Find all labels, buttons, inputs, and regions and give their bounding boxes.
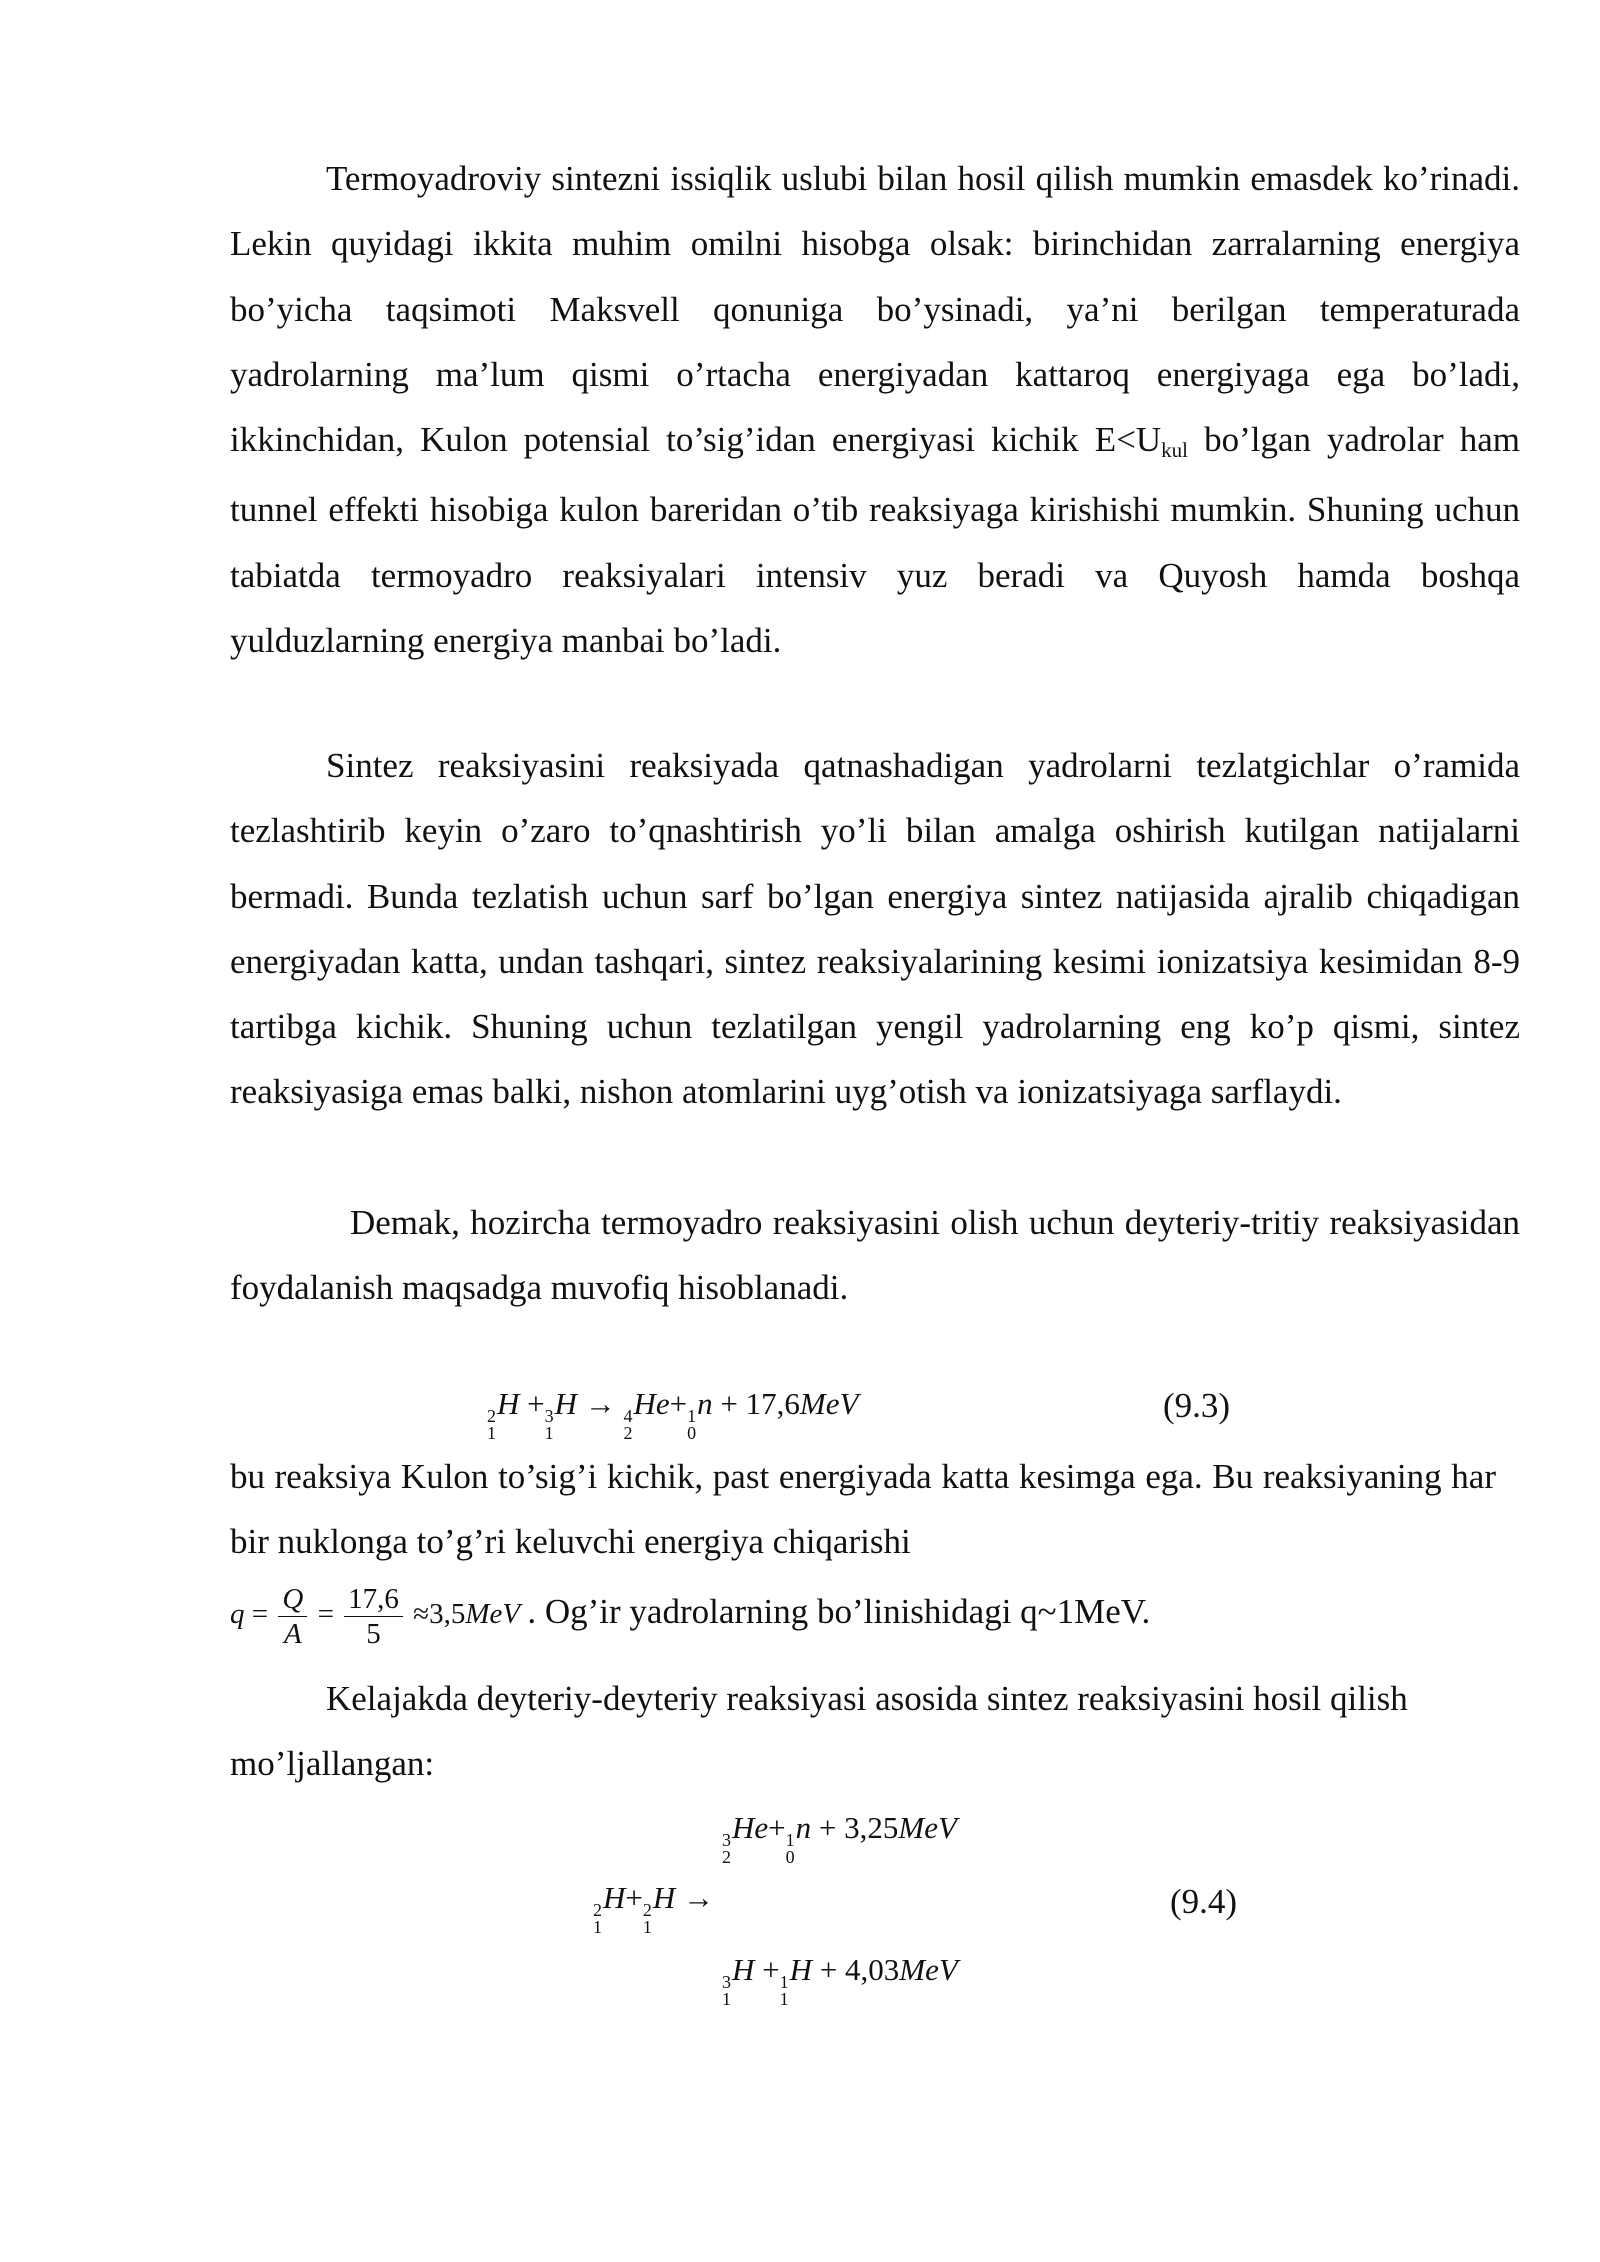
inline-e-less-u: E<U <box>1094 420 1162 460</box>
isotope-neutron: 1 0 <box>687 1406 697 1443</box>
equation-9-4-lhs: 2 1 H+ 2 1 H → <box>593 1880 715 1937</box>
paragraph-3: Demak, hozircha termoyadro reaksiyasini olish uchun deyteriy-tritiy reaksiyasidan foydalanish maqsadga muvofiq hisoblanadi. <box>230 1203 1520 1308</box>
isotope-deuterium: 2 1 <box>487 1406 496 1443</box>
paragraph-1-rest: bo’lgan yadrolar ham tunnel effekti hisobiga kulon bareridan o’tib reaksiyaga kirishishi mumkin. Shuning uchun tabiatda termoyadro reaksiyalari intensiv yuz beradi va Quyosh hamda boshqa yulduzlarning energiya manbai bo’ladi. <box>230 420 1521 661</box>
equation-number-9-3: (9.3) <box>1163 1386 1231 1425</box>
paragraph-6: Kelajakda deyteriy-deyteriy reaksiyasi asosida sintez reaksiyasini hosil qilish mo’ljallangan: <box>230 1679 1408 1784</box>
fraction-value: $\frac{17,6}{5}$ <box>344 1582 403 1651</box>
paragraph-2: Sintez reaksiyasini reaksiyada qatnashadigan yadrolarni tezlatgichlar o’ramida tezlashtirib keyin o’zaro to’qnashtirish yo’li bilan amalga oshirish kutilgan natijalarni bermadi. Bunda tezlatish uchun sarf bo’lgan energiya sintez natijasida ajralib chiqadigan energiyadan katta, undan tashqari, sintez reaksiyalarining kesimi ionizatsiya kesimidan 8-9 tartibga kichik. Shuning uchun tezlatilgan yengil yadrolarning eng ko’p qismi, sintez reaksiyasiga emas balki, nishon atomlarini uyg’otish va ionizatsiyaga sarflaydi. <box>230 746 1520 1112</box>
equation-9-4-branch-1: 3 2 He+ 1 0 n + 3,25MeV <box>722 1810 957 1867</box>
arrow-icon: → <box>584 1386 616 1421</box>
paragraph-1 <box>230 146 1520 673</box>
paragraph-4: bu reaksiya Kulon to’sig’i kichik, past energiyada katta kesimga ega. Bu reaksiyaning har bir nuklonga to’g’ri keluvchi energiya chiqarishi <box>230 1457 1496 1562</box>
q-formula-line <box>230 1582 1150 1651</box>
isotope-helium: 4 2 <box>623 1406 633 1443</box>
paragraph-1-text: Termoyadroviy sintezni issiqlik uslubi bilan hosil qilish mumkin emasdek ko’rinadi. Lekin quyidagi ikkita muhim omilni hisobga olsak: birinchidan zarralarning energiya bo’yicha taqsimoti Maksvell qonuniga bo’ysinadi, ya’ni berilgan temperaturada yadrolarning ma’lum qismi o’rtacha energiyadan kattaroq energiyaga ega bo’ladi, ikkinchidan, Kulon potensial to’sig’idan energiyasi kichik <box>230 159 1520 460</box>
q-formula-tail: . Og’ir yadrolarning bo’linishidagi q~1MeV. <box>527 1592 1151 1632</box>
q-formula: q = $\frac{Q}{A}$ = $\frac{17,6}{5}$ ≈3,5MeV <box>230 1583 521 1650</box>
subscript-kul: kul <box>1161 438 1188 463</box>
equation-number-9-4: (9.4) <box>1170 1882 1238 1921</box>
equation-9-3: 2 1 H + 3 1 H → 4 2 He+ 1 0 n + 17,6MeV <box>487 1386 859 1443</box>
isotope-tritium: 3 1 <box>544 1406 554 1443</box>
fraction-q-over-a: $\frac{Q}{A}$ <box>278 1582 307 1651</box>
arrow-icon: → <box>683 1880 715 1915</box>
equation-9-4-branch-2: 3 1 H + 1 1 H + 4,03MeV <box>722 1952 958 2009</box>
